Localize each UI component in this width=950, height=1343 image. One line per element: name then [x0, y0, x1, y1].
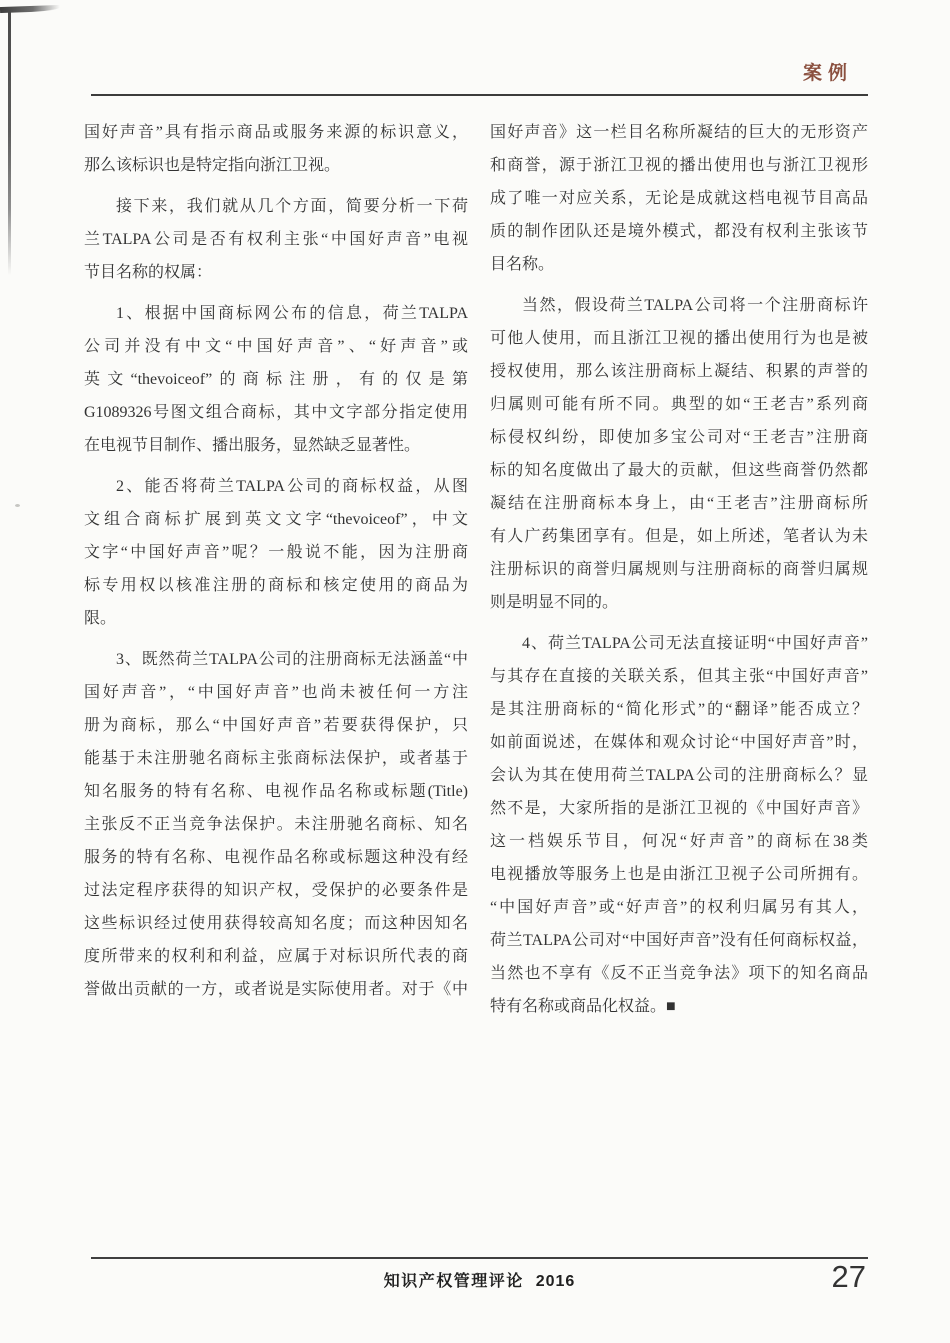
scan-artifact-left-edge [8, 10, 11, 275]
column-left [84, 116, 468, 1023]
text-line: 过法定程序获得的知识产权，受保护的必要条件是 [84, 882, 468, 899]
column-right [490, 116, 868, 1023]
text-line: 可他人使用，而且浙江卫视的播出使用行为也是被 [490, 330, 868, 347]
text-line: 文组合商标扩展到英文文字“thevoiceof”，中文 [84, 511, 468, 528]
text-line: 英文“thevoiceof”的商标注册，有的仅是第 [84, 371, 468, 388]
text-line: 知名服务的特有名称、电视作品名称或标题(Title) [84, 783, 468, 800]
text-line: 3、既然荷兰TALPA公司的注册商标无法涵盖“中 [116, 651, 468, 668]
text-line: 国好声音》这一栏目名称所凝结的巨大的无形资产 [490, 124, 868, 141]
text-line: 授权使用，那么该注册商标上凝结、积累的声誉的 [490, 363, 868, 380]
text-line: 能基于未注册驰名商标主张商标法保护，或者基于 [84, 750, 468, 767]
footer-journal-line [91, 1268, 868, 1291]
text-line: 1、根据中国商标网公布的信息，荷兰TALPA [116, 305, 468, 322]
text-line: 册为商标，那么“中国好声音”若要获得保护，只 [84, 717, 468, 734]
text-line: 是其注册商标的“简化形式”的“翻译”能否成立？ [490, 701, 868, 718]
text-line: 节目名称的权属： [84, 264, 213, 281]
text-line: 兰TALPA公司是否有权利主张“中国好声音”电视 [84, 231, 468, 248]
journal-title: 知识产权管理评论 [383, 1273, 524, 1290]
text-line: 注册标识的商誉归属规则与注册商标的商誉归属规 [490, 561, 868, 578]
text-line: 与其存在直接的关联关系，但其主张“中国好声音” [490, 668, 868, 685]
text-line: 誉做出贡献的一方，或者说是实际使用者。对于《中 [84, 981, 468, 998]
text-line: 特有名称或商品化权益。■ [490, 998, 676, 1015]
text-line: 国好声音”，“中国好声音”也尚未被任何一方注 [84, 684, 468, 701]
text-line: 有人广药集团享有。但是，如上所述，笔者认为未 [490, 528, 868, 545]
text-line: 在电视节目制作、播出服务，显然缺乏显著性。 [84, 437, 421, 454]
text-line: 归属则可能有所不同。典型的如“王老吉”系列商 [490, 396, 868, 413]
text-line: 如前面说述，在媒体和观众讨论“中国好声音”时， [490, 734, 868, 751]
text-line: G1089326号图文组合商标，其中文字部分指定使用 [84, 404, 468, 421]
text-line: 2、能否将荷兰TALPA公司的商标权益，从图 [116, 478, 468, 495]
journal-year: 2016 [535, 1273, 576, 1290]
text-line: 凝结在注册商标本身上，由“王老吉”注册商标所 [490, 495, 868, 512]
text-line: 会认为其在使用荷兰TALPA公司的注册商标么？显 [490, 767, 868, 784]
text-line: 限。 [84, 610, 117, 627]
text-line: 荷兰TALPA公司对“中国好声音”没有任何商标权益， [490, 932, 868, 949]
text-line: 和商誉，源于浙江卫视的播出使用也与浙江卫视形 [490, 157, 868, 174]
text-line: 电视播放等服务上也是由浙江卫视子公司所拥有。 [490, 866, 868, 883]
text-line: 则是明显不同的。 [490, 594, 619, 611]
footer-rule [91, 1257, 868, 1259]
text-line: 这一档娱乐节目，何况“好声音”的商标在38类 [490, 833, 868, 850]
text-line: 标侵权纠纷，即使加多宝公司对“王老吉”注册商 [490, 429, 868, 446]
text-line: 当然，假设荷兰TALPA公司将一个注册商标许 [522, 297, 868, 314]
article-body [84, 116, 868, 1023]
text-line: 然不是，大家所指的是浙江卫视的《中国好声音》 [490, 800, 868, 817]
text-line: 公司并没有中文“中国好声音”、“好声音”或 [84, 338, 468, 355]
text-line: 这些标识经过使用获得较高知名度；而这种因知名 [84, 915, 468, 932]
text-line: 质的制作团队还是境外模式，都没有权利主张该节 [490, 223, 868, 240]
text-line: 当然也不享有《反不正当竞争法》项下的知名商品 [490, 965, 868, 982]
text-line: 标专用权以核准注册的商标和核定使用的商品为 [84, 577, 468, 594]
text-line: 4、荷兰TALPA公司无法直接证明“中国好声音” [522, 635, 868, 652]
text-line: 标的知名度做出了最大的贡献，但这些商誉仍然都 [490, 462, 868, 479]
text-line: 那么该标识也是特定指向浙江卫视。 [84, 157, 341, 174]
text-line: 接下来，我们就从几个方面，简要分析一下荷 [116, 198, 468, 215]
section-label: 案例 [802, 63, 853, 84]
text-line: 服务的特有名称、电视作品名称或标题这种没有经 [84, 849, 468, 866]
text-line: 文字“中国好声音”呢？一般说不能，因为注册商 [84, 544, 468, 561]
header-rule [91, 94, 868, 96]
scan-speck [15, 504, 20, 507]
page-number: 27 [831, 1259, 866, 1294]
text-line: 目名称。 [490, 256, 555, 273]
text-line: “中国好声音”或“好声音”的权利归属另有其人， [490, 899, 868, 916]
text-line: 成了唯一对应关系，无论是成就这档电视节目高品 [490, 190, 868, 207]
text-line: 国好声音”具有指示商品或服务来源的标识意义， [84, 124, 468, 141]
text-line: 度所带来的权利和利益，应属于对标识所代表的商 [84, 948, 468, 965]
text-line: 主张反不正当竞争法保护。未注册驰名商标、知名 [84, 816, 468, 833]
